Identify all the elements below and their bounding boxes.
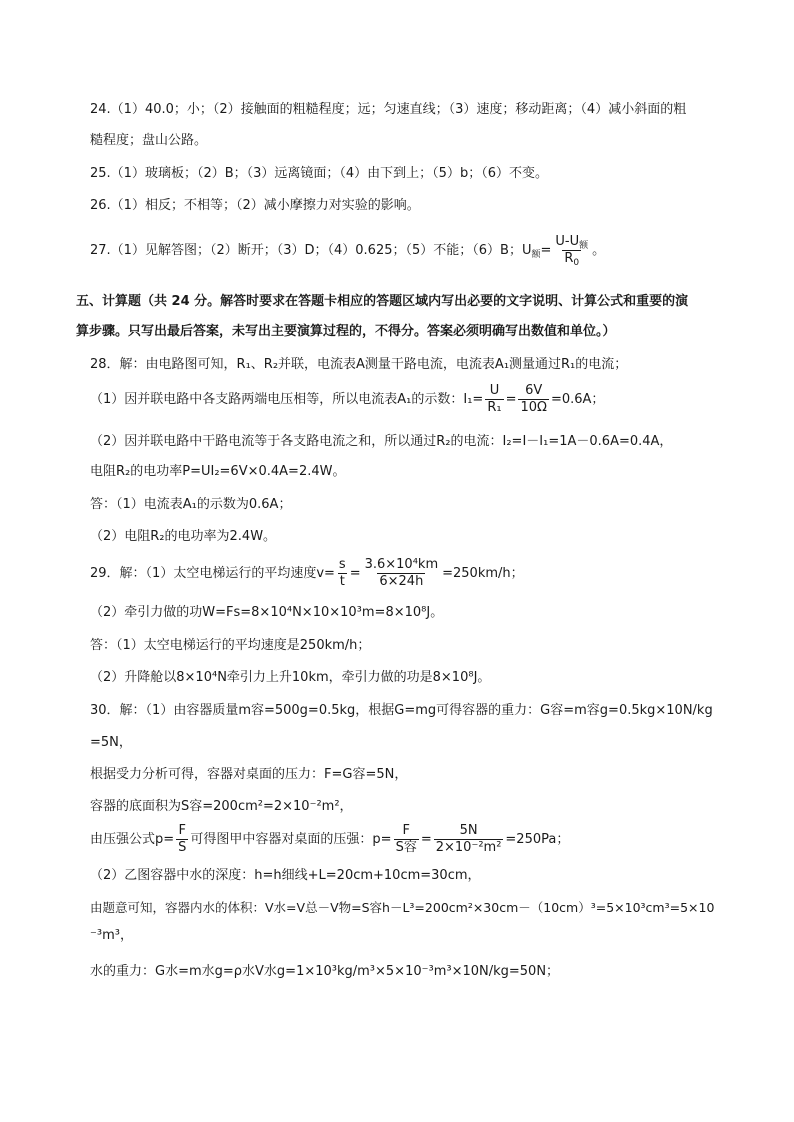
q29-part1: 29．解：（1）太空电梯运行的平均速度v= $\frac{s}{t}$ = $\frac{\text{3.6×10⁴km}}{6\times 24h}$ =250km/h；: [90, 557, 524, 589]
q30-line2: =5N，: [90, 735, 132, 750]
q28-part3: 电阻R₂的电功率P=UI₂=6V×0.4A=2.4W。: [90, 464, 346, 479]
answer-27-num: U-U: [555, 234, 580, 249]
q28-answer-2: （2）电阻R₂的电功率为2.4W。: [90, 529, 277, 544]
q29-f1-den: t: [339, 574, 345, 589]
answer-27-post: 。: [592, 243, 606, 258]
answer-27-eq: =: [540, 243, 552, 258]
q30-line9: 水的重力：G水=m水g=ρ水V水g=1×10³kg/m³×5×10⁻³m³×10N/kg=50N；: [90, 964, 560, 979]
answer-27: [90, 233, 605, 269]
q30-line7: 由题意可知，容器内水的体积：V水=V总－V物=S容h－L³=200cm²×30cm－（10cm）³=5×10³cm³=5×10: [90, 900, 715, 915]
q30-line3: 根据受力分析可得，容器对桌面的压力：F=G容=5N，: [90, 767, 408, 782]
q28-answer-1: 答：（1）电流表A₁的示数为0.6A；: [90, 497, 292, 512]
q29-fraction-1: [337, 557, 348, 590]
q30-line5-pre: 由压强公式p=: [90, 832, 175, 847]
q30-f2-num: F: [402, 823, 410, 838]
q29-f2-num: 3.6×10⁴km: [364, 557, 439, 572]
q30-line6: （2）乙图容器中水的深度：h=h细线+L=20cm+10cm=30cm，: [90, 868, 481, 883]
q28-fraction-1: [485, 383, 503, 416]
q28-part2: （2）因并联电路中干路电流等于各支路电流之和，所以通过R₂的电流：I₂=I－I₁=1A－0.6A=0.4A，: [90, 434, 673, 449]
q30-f1-den: S: [178, 840, 187, 855]
q29-f2-den: 6×24h: [379, 574, 424, 589]
q28-part1: （1）因并联电路中各支路两端电压相等，所以电流表A₁的示数：I₁= $\frac{U}{\text{R₁}}$ = $\frac{6V}{10\Omega}$ =0.6A；: [90, 383, 605, 415]
answer-25: 25.（1）玻璃板；（2）B；（3）远离镜面；（4）由下到上；（5）b；（6）不变。: [90, 166, 548, 181]
q29-part1-post: =250km/h；: [442, 566, 524, 581]
answer-27-fraction: [553, 234, 590, 267]
q30-fraction-2: [394, 823, 419, 856]
q28-intro: 28．解：由电路图可知，R₁、R₂并联，电流表A测量干路电流，电流表A₁测量通过R₁的电流；: [90, 357, 628, 372]
q30-line8: ⁻³m³，: [90, 928, 133, 943]
q28-f2-num: 6V: [525, 383, 543, 398]
q28-f1-den: R₁: [487, 400, 502, 415]
answer-27-den: R: [564, 251, 574, 266]
q30-fraction-3: [434, 823, 504, 856]
answer-27-text: 27.（1）见解答图；（2）断开；（3）D；（4）0.625；（5）不能；（6）B；U: [90, 243, 532, 258]
q30-fraction-1: [176, 823, 188, 856]
q28-part1-post: =0.6A；: [550, 392, 605, 407]
q29-answer-1: 答：（1）太空电梯运行的平均速度是250km/h；: [90, 638, 371, 653]
q28-part1-text: （1）因并联电路中各支路两端电压相等，所以电流表A₁的示数：I₁=: [90, 392, 484, 407]
q30-f3-den: 2×10⁻²m²: [435, 840, 502, 855]
q30-f2-den: S容: [395, 840, 417, 855]
section-5-heading-cont: 算步骤。只写出最后答案，未写出主要演算过程的，不得分。答案必须明确写出数值和单位。）: [76, 324, 616, 339]
q28-f2-den: 10Ω: [520, 400, 547, 415]
q30-f3-num: 5N: [459, 823, 478, 838]
answer-26: 26.（1）相反；不相等；（2）减小摩擦力对实验的影响。: [90, 198, 420, 213]
q29-answer-2: （2）升降舱以8×10⁴N牵引力上升10km，牵引力做的功是8×10⁸J。: [90, 670, 491, 685]
q29-f1-num: s: [338, 557, 346, 572]
q30-f1-num: F: [178, 823, 187, 838]
q30-line4: 容器的底面积为S容=200cm²=2×10⁻²m²，: [90, 799, 353, 814]
q30-line5: 由压强公式p= $\frac{F}{S}$ 可得图甲中容器对桌面的压强：p= $\frac{F}{\text{S容}}$ = $\frac{5N}{\text{2×10⁻²m²}}$ =250Pa；: [90, 823, 570, 855]
q30-line1: 30．解：（1）由容器质量m容=500g=0.5kg，根据G=mg可得容器的重力：G容=m容g=0.5kg×10N/kg: [90, 703, 713, 718]
section-5-heading: 五、计算题（共 24 分。解答时要求在答题卡相应的答题区域内写出必要的文字说明、计算公式和重要的演: [76, 294, 689, 309]
answer-27-sub: 额: [531, 250, 541, 260]
q29-part1-text: 29．解：（1）太空电梯运行的平均速度v=: [90, 566, 335, 581]
q29-fraction-2: [363, 557, 441, 590]
q30-line5-mid: 可得图甲中容器对桌面的压强：p=: [190, 832, 392, 847]
answer-27-den-sub: 0: [573, 258, 580, 268]
q28-f1-num: U: [489, 383, 500, 398]
answer-27-num-sub: 额: [579, 241, 589, 251]
q28-fraction-2: [518, 383, 548, 416]
q29-part2: （2）牵引力做的功W=Fs=8×10⁴N×10×10³m=8×10⁸J。: [90, 605, 444, 620]
answer-24-line2: 糙程度；盘山公路。: [90, 133, 208, 148]
q30-line5-post: =250Pa；: [505, 832, 570, 847]
answer-24-line1: 24.（1）40.0；小；（2）接触面的粗糙程度；远；匀速直线；（3）速度；移动距离；（4）减小斜面的粗: [90, 102, 687, 117]
